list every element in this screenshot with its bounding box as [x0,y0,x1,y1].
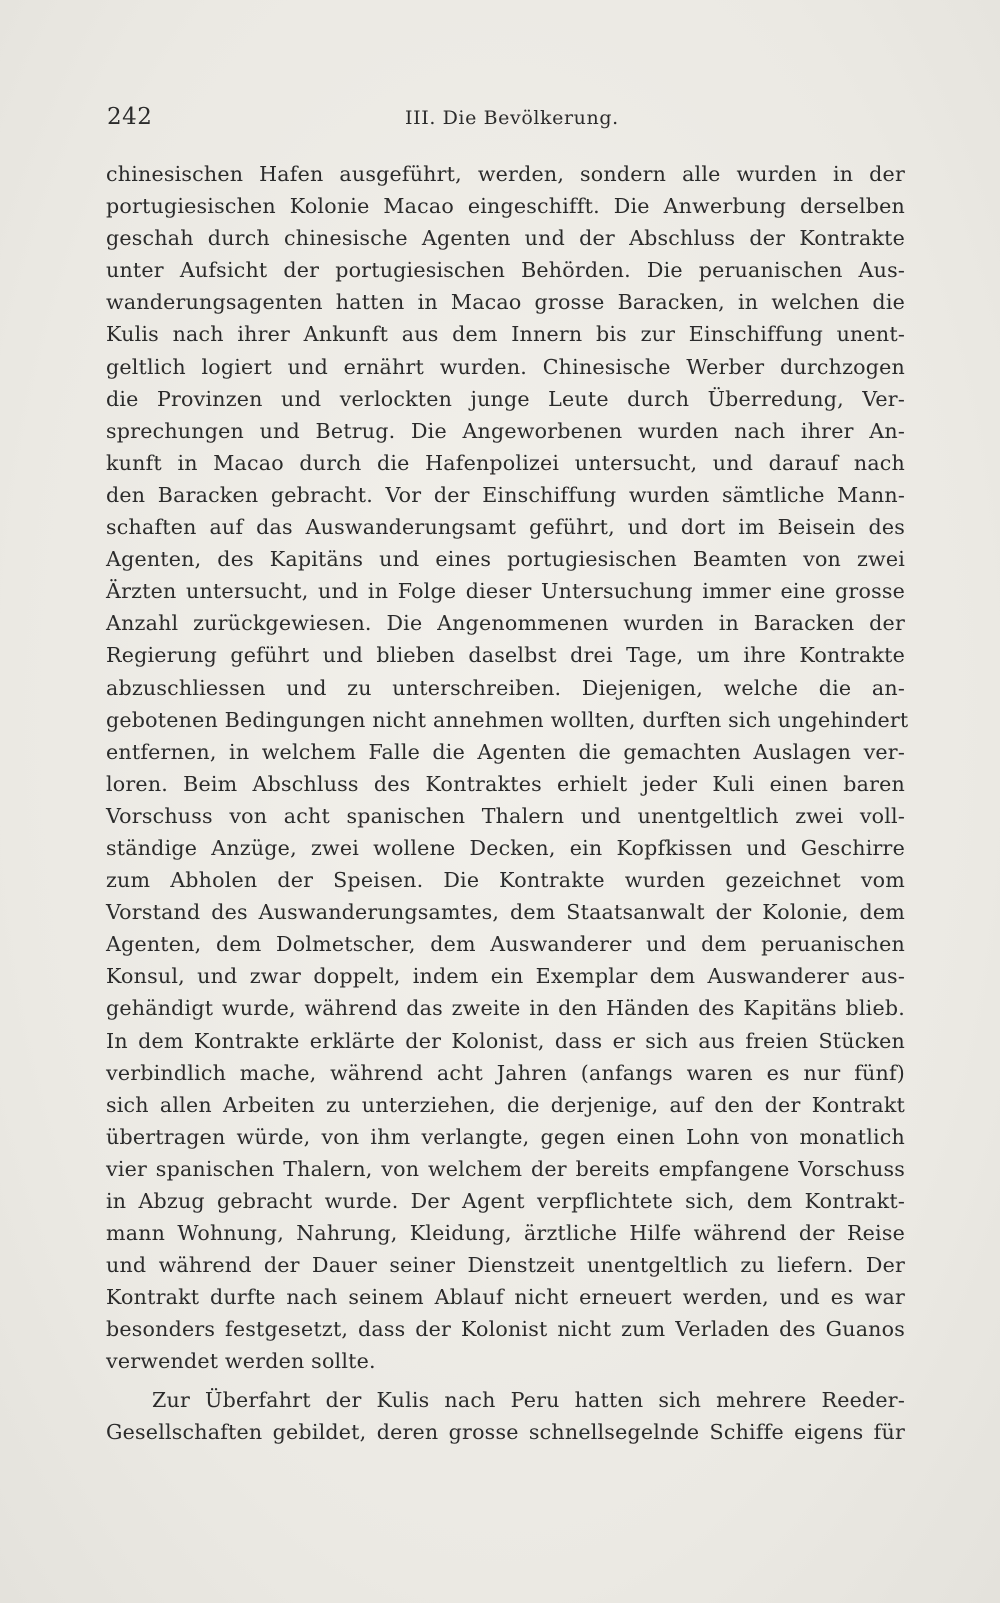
text-line: Kontrakt durfte nach seinem Ablauf nicht erneuert werden, und es war [106,1285,905,1310]
text-line: loren. Beim Abschluss des Kontraktes erhielt jeder Kuli einen baren [106,771,905,796]
text-line: kunft in Macao durch die Hafenpolizei untersucht, und darauf nach [106,450,905,475]
text-line: entfernen, in welchem Falle die Agenten die gemachten Auslagen ver- [106,739,905,764]
text-line: Ärzten untersucht, und in Folge dieser Untersuchung immer eine grosse [106,579,905,604]
text-line: Gesellschaften gebildet, deren grosse schnellsegelnde Schiffe eigens für [106,1419,905,1444]
text-line: wanderungsagenten hatten in Macao grosse Baracken, in welchen die [106,290,905,315]
text-line: verbindlich mache, während acht Jahren (anfangs waren es nur fünf) [106,1060,905,1085]
text-line: chinesischen Hafen ausgeführt, werden, sondern alle wurden in der [106,162,905,186]
text-line: übertragen würde, von ihm verlangte, gegen einen Lohn von monatlich [106,1124,905,1149]
text-line: schaften auf das Auswanderungsamt geführt, und dort im Beisein des [106,515,905,540]
text-line: Vorschuss von acht spanischen Thalern und unentgeltlich zwei voll- [106,803,905,828]
text-line: Agenten, dem Dolmetscher, dem Auswanderer und dem peruanischen [106,932,905,957]
page-number: 242 [107,104,153,130]
text-line: ständige Anzüge, zwei wollene Decken, ein Kopfkissen und Geschirre [106,835,905,860]
text-line: Anzahl zurückgewiesen. Die Angenommenen wurden in Baracken der [106,611,905,636]
text-line: die Provinzen und verlockten junge Leute durch Überredung, Ver- [106,386,905,411]
text-line: In dem Kontrakte erklärte der Kolonist, dass er sich aus freien Stücken [106,1028,905,1053]
text-line: Regierung geführt und blieben daselbst drei Tage, um ihre Kontrakte [106,643,905,668]
text-line: Agenten, des Kapitäns und eines portugiesischen Beamten von zwei [106,547,905,572]
text-line: zum Abholen der Speisen. Die Kontrakte wurden gezeichnet vom [106,868,905,893]
paragraph [106,158,909,1378]
text-line: verwendet werden sollte. [106,1349,376,1374]
text-line: Zur Überfahrt der Kulis nach Peru hatten sich mehrere Reeder- [152,1387,905,1412]
text-line: sich allen Arbeiten zu unterziehen, die derjenige, auf den der Kontrakt [106,1092,905,1117]
body-text [106,158,909,1448]
text-line: gebotenen Bedingungen nicht annehmen wollten, durften sich ungehindert [106,707,909,732]
text-line: unter Aufsicht der portugiesischen Behörden. Die peruanischen Aus- [106,258,905,283]
running-title: III. Die Bevölkerung. [405,107,619,129]
text-line: den Baracken gebracht. Vor der Einschiffung wurden sämtliche Mann- [106,482,905,507]
text-line: und während der Dauer seiner Dienstzeit unentgeltlich zu liefern. Der [106,1253,905,1278]
text-line: in Abzug gebracht wurde. Der Agent verpflichtete sich, dem Kontrakt- [106,1189,905,1213]
text-line: sprechungen und Betrug. Die Angeworbenen wurden nach ihrer An- [106,418,905,443]
paragraph [106,1384,905,1448]
text-line: geltlich logiert und ernährt wurden. Chinesische Werber durchzogen [106,354,905,379]
running-head [107,104,907,138]
text-line: abzuschliessen und zu unterschreiben. Diejenigen, welche die an- [106,675,905,700]
text-line: Vorstand des Auswanderungsamtes, dem Staatsanwalt der Kolonie, dem [106,900,905,925]
text-line: mann Wohnung, Nahrung, Kleidung, ärztliche Hilfe während der Reise [106,1221,905,1246]
text-line: besonders festgesetzt, dass der Kolonist nicht zum Verladen des Guanos [106,1317,905,1342]
text-line: vier spanischen Thalern, von welchem der bereits empfangene Vorschuss [106,1156,905,1181]
text-line: gehändigt wurde, während das zweite in den Händen des Kapitäns blieb. [106,996,905,1021]
text-line: Kulis nach ihrer Ankunft aus dem Innern bis zur Einschiffung unent- [106,322,905,347]
text-line: portugiesischen Kolonie Macao eingeschifft. Die Anwerbung derselben [106,194,905,219]
text-line: geschah durch chinesische Agenten und der Abschluss der Kontrakte [106,226,905,251]
text-line: Konsul, und zwar doppelt, indem ein Exemplar dem Auswanderer aus- [106,964,905,989]
